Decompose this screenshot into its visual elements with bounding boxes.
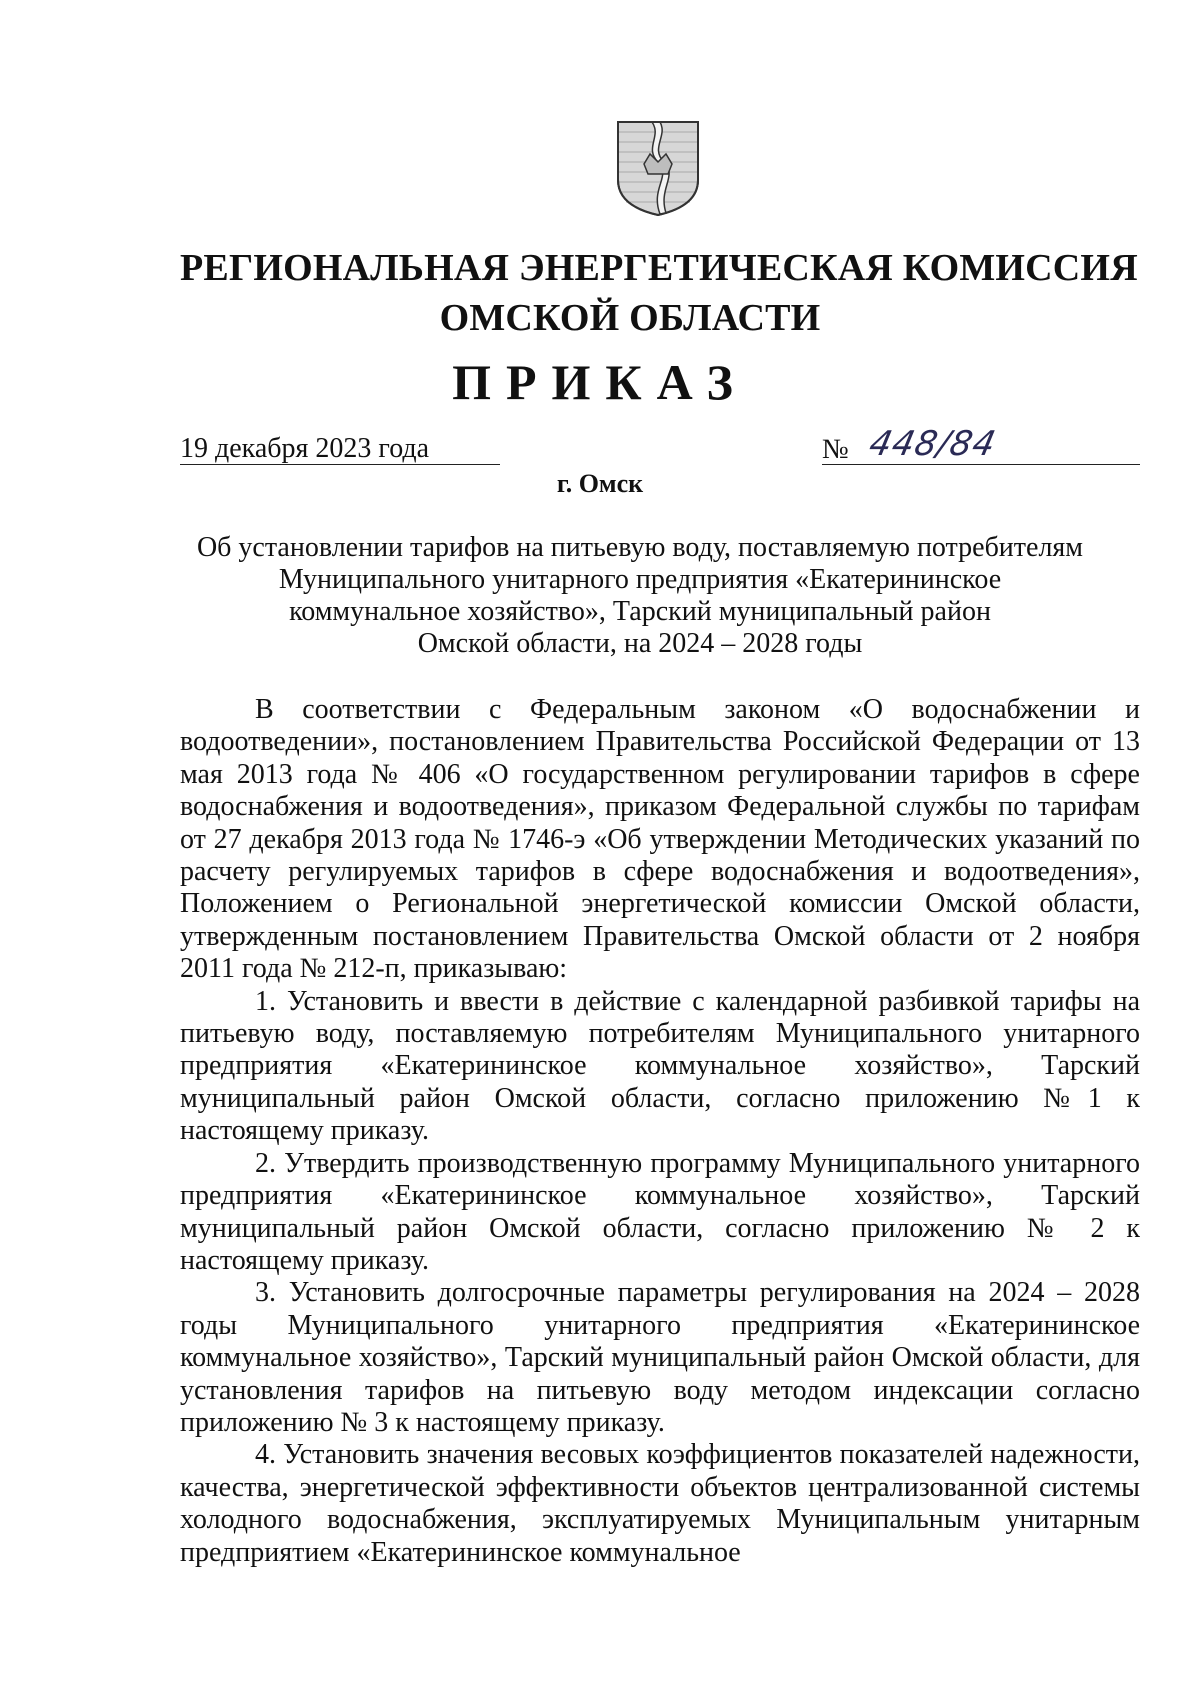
- subject-line: Об установлении тарифов на питьевую воду, поставляемую потребителям: [196, 532, 1084, 563]
- subject-line: коммунальное хозяйство», Тарский муниципальный район: [289, 596, 991, 627]
- omsk-coat-of-arms-icon: [614, 118, 702, 218]
- subject-line: Муниципального унитарного предприятия «Екатерининское: [278, 564, 1002, 595]
- order-item-1: 1. Установить и ввести в действие с календарной разбивкой тарифы на питьевую воду, поставляемую потребителям Муниципального унитарного предприятия «Екатерининское коммунальное хозяйство», Тарский муниципальный район Омской области, согласно приложению №1 к настоящему приказу.: [180, 985, 1140, 1147]
- document-city: г. Омск: [556, 469, 644, 498]
- order-item-4: 4. Установить значения весовых коэффициентов показателей надежности, качества, энергетической эффективности объектов централизованной системы холодного водоснабжения, эксплуатируемых Муниципальным унитарным предприятием «Екатерининское коммунальное: [180, 1439, 1140, 1568]
- issuing-authority: [180, 243, 1138, 343]
- document-type-title: ПРИКАЗ: [452, 354, 748, 410]
- number-sign: №: [822, 434, 849, 465]
- document-number-field: [822, 424, 1140, 465]
- document-subject: [160, 532, 1120, 660]
- order-item-3: 3. Установить долгосрочные параметры регулирования на 2024 – 2028 годы Муниципального унитарного предприятия «Екатерининское коммунальное хозяйство», Тарский муниципальный район Омской области, для установления тарифов на питьевую воду методом индексации согласно приложению № 3 к настоящему приказу.: [180, 1277, 1140, 1438]
- document-number-handwritten: 448/84: [865, 424, 1000, 464]
- document-body: [180, 694, 1140, 1569]
- subject-line: Омской области, на 2024 – 2028 годы: [417, 628, 863, 659]
- preamble-paragraph: В соответствии с Федеральным законом «О водоснабжении и водоотведении», постановлением Правительства Российской Федерации от 13 мая 2013 года № 406 «О государственном регулировании тарифов в сфере водоснабжения и водоотведения», приказом Федеральной службы по тарифам от 27 декабря 2013 года № 1746-э «Об утверждении Методических указаний по расчету регулируемых тарифов в сфере водоснабжения и водоотведения», Положением о Региональной энергетической комиссии Омской области, утвержденным постановлением Правительства Омской области от 2 ноября 2011 года № 212-п, приказываю:: [180, 694, 1140, 985]
- document-date: 19 декабря 2023 года: [180, 433, 430, 464]
- document-date-field: [180, 434, 500, 465]
- order-item-2: 2. Утвердить производственную программу Муниципального унитарного предприятия «Екатерининское коммунальное хозяйство», Тарский муниципальный район Омской области, согласно приложению № 2 к настоящему приказу.: [180, 1147, 1140, 1276]
- authority-line-1: РЕГИОНАЛЬНАЯ ЭНЕРГЕТИЧЕСКАЯ КОМИССИЯ: [180, 247, 1138, 289]
- authority-line-2: ОМСКОЙ ОБЛАСТИ: [439, 297, 821, 339]
